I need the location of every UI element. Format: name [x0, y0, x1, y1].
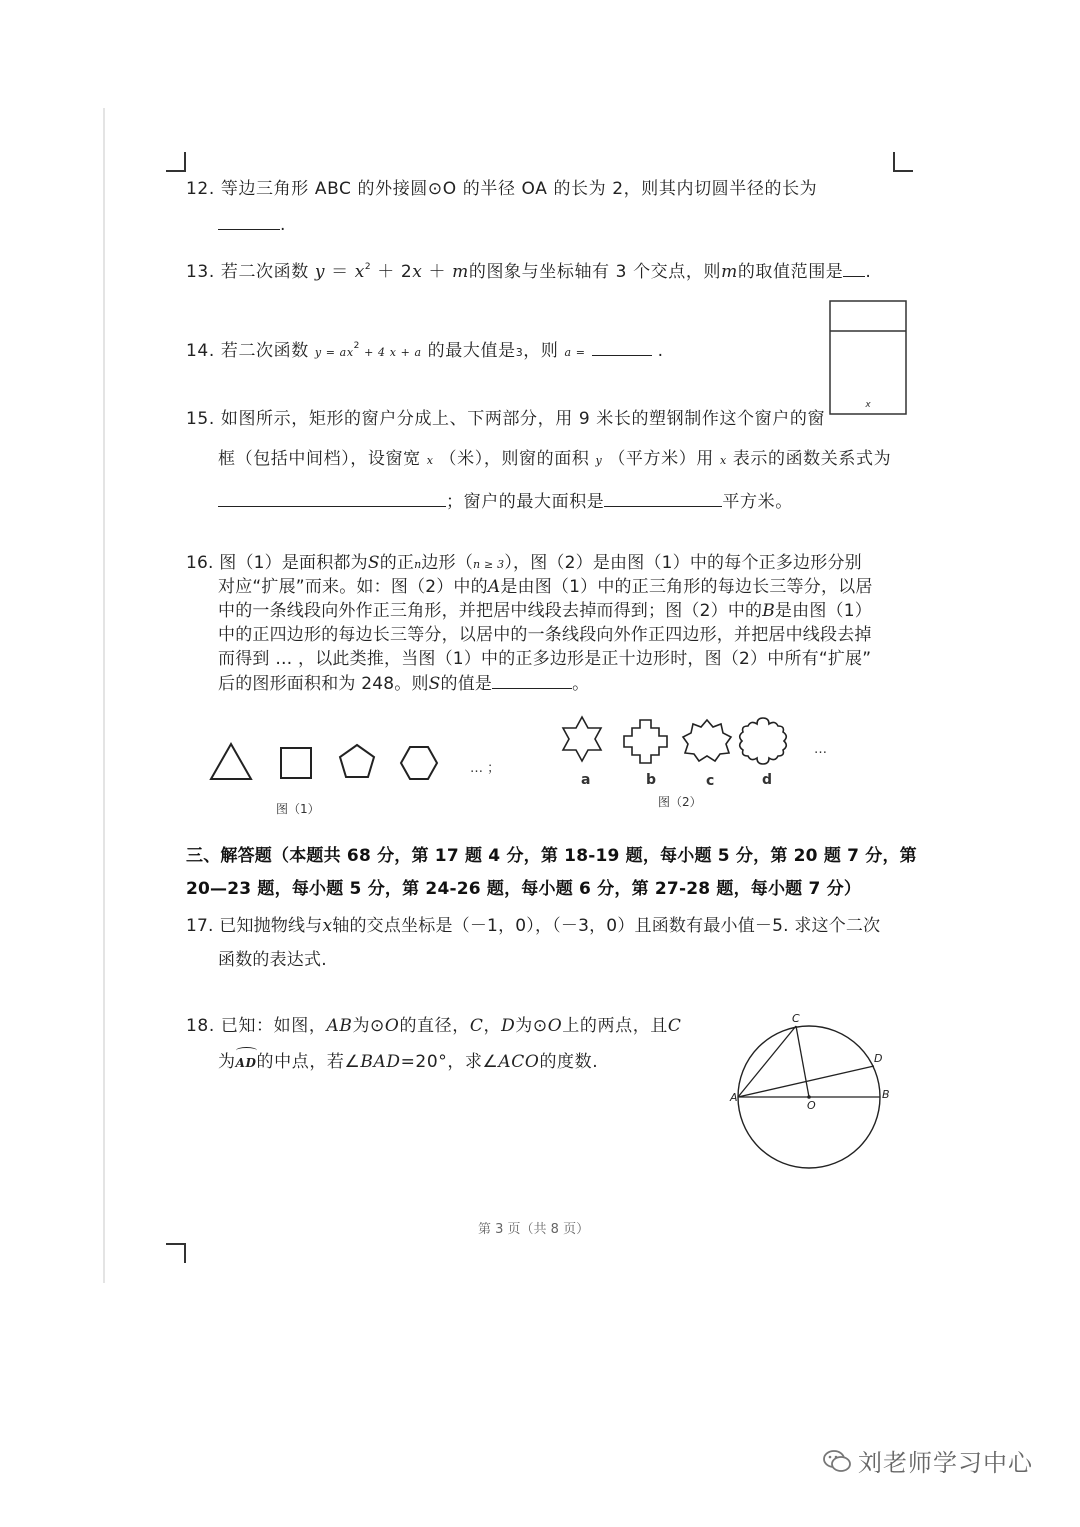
window-figure [829, 300, 907, 416]
square-shape [281, 748, 311, 778]
figure-1-ellipsis: … ； [470, 761, 501, 776]
section-3-heading-line-1: 三、解答题（本题共 68 分，第 17 题 4 分，第 18-19 题，每小题 5 分，第 20 题 7 分，第 [186, 846, 917, 866]
arc-mark [236, 1047, 257, 1054]
answer-blank[interactable] [604, 489, 722, 507]
figure-2-label-d: d [762, 772, 773, 788]
point-a-label: A [730, 1091, 738, 1104]
question-14: 14. 若二次函数 $y = ax^2 + 4$ x + a 的最大值是3，则 a = . [186, 334, 664, 365]
question-17-line-1: 17. 已知抛物线与x轴的交点坐标是（－1，0），（－3，0）且函数有最小值－5. 求这个二次 [186, 916, 881, 936]
star-shape-a [563, 717, 601, 761]
question-17-line-2: 函数的表达式. [218, 950, 327, 970]
question-15-line-3: ；窗户的最大面积是 平方米。 [218, 489, 793, 514]
question-16-line-2: 对应“扩展”而来。如：图（2）中的A是由图（1）中的正三角形的每边长三等分，以居 [218, 577, 873, 597]
question-13: 13. 若二次函数 $y = x^2 + 2x + m$的图象与坐标轴有 3 个交点，则m的取值范围是 . [186, 255, 871, 284]
triangle-shape [211, 744, 251, 779]
answer-blank[interactable] [843, 259, 865, 277]
question-18-line-1: 18. 已知：如图，AB为⊙O的直径，C，D为⊙O上的两点，且C [186, 1016, 682, 1036]
page-footer: 第 3 页（共 8 页） [478, 1222, 590, 1237]
figure-2-label-a: a [581, 772, 591, 788]
window-frame [830, 301, 906, 414]
pentagon-shape [340, 745, 374, 777]
question-12-answer-line: . [218, 212, 286, 237]
answer-blank[interactable] [218, 212, 280, 230]
answer-blank[interactable] [218, 489, 446, 507]
figure-1-polygons [205, 740, 505, 790]
crop-mark-top-right [893, 152, 913, 172]
question-16-line-6: 后的图形面积和为 248。则S的值是 。 [218, 671, 589, 696]
watermark-text: 刘老师学习中心 [858, 1449, 1033, 1477]
segment-co [796, 1026, 809, 1097]
figure-2-label-b: b [646, 772, 657, 788]
page-edge [103, 108, 105, 1283]
figure-2-shapes [555, 712, 805, 772]
point-d-label: D [874, 1052, 883, 1065]
question-16-line-4: 中的正四边形的每边长三等分，以居中的一条线段向外作正四边形，并把居中线段去掉 [218, 625, 872, 645]
wechat-icon [822, 1448, 852, 1474]
question-16-line-1: 16. 图（1）是面积都为S的正n边形（n ≥ 3），图（2）是由图（1）中的每个正多边形分别 [186, 553, 862, 573]
figure-1-caption: 图（1） [276, 802, 320, 816]
answer-blank[interactable] [592, 338, 652, 356]
crop-mark-top-left [166, 152, 186, 172]
question-16-line-5: 而得到 … ，以此类推，当图（1）中的正多边形是正十边形时，图（2）中所有“扩展” [218, 649, 872, 669]
answer-blank[interactable] [492, 671, 572, 689]
point-c-label: C [792, 1012, 800, 1025]
question-16-line-3: 中的一条线段向外作正三角形，并把居中线段去掉而得到；图（2）中的B是由图（1） [218, 601, 872, 621]
hexagon-shape [401, 747, 437, 779]
question-15-line-2: 框（包括中间档），设窗宽 x （米），则窗的面积 y （平方米）用 x 表示的函数关系式为 [218, 449, 892, 469]
section-3-heading-line-2: 20—23 题，每小题 5 分，第 24-26 题，每小题 6 分，第 27-28 题，每小题 7 分） [186, 879, 862, 899]
question-12: 12. 等边三角形 ABC 的外接圆⊙O 的半径 OA 的长为 2，则其内切圆半径的长为 [186, 179, 818, 199]
figure-2-label-c: c [706, 773, 715, 789]
question-18-line-2: 为 AD的中点，若∠BAD=20°，求∠ACO的度数. [218, 1050, 598, 1075]
question-15-line-1: 15. 如图所示，矩形的窗户分成上、下两部分，用 9 米长的塑钢制作这个窗户的窗 [186, 409, 826, 429]
arc-ad: AD [236, 1051, 257, 1075]
cross-shape-b [624, 720, 667, 763]
figure-2-caption: 图（2） [658, 795, 702, 809]
circle-figure [730, 1012, 895, 1182]
flower-shape-c [683, 720, 731, 761]
point-b-label: B [882, 1088, 890, 1101]
figure-2-ellipsis: … [814, 742, 827, 757]
watermark [822, 1443, 1033, 1478]
window-width-label: x [865, 400, 871, 410]
crop-mark-bottom-left [166, 1243, 186, 1263]
flower-shape-d [740, 718, 787, 764]
point-o-label: O [807, 1099, 816, 1112]
